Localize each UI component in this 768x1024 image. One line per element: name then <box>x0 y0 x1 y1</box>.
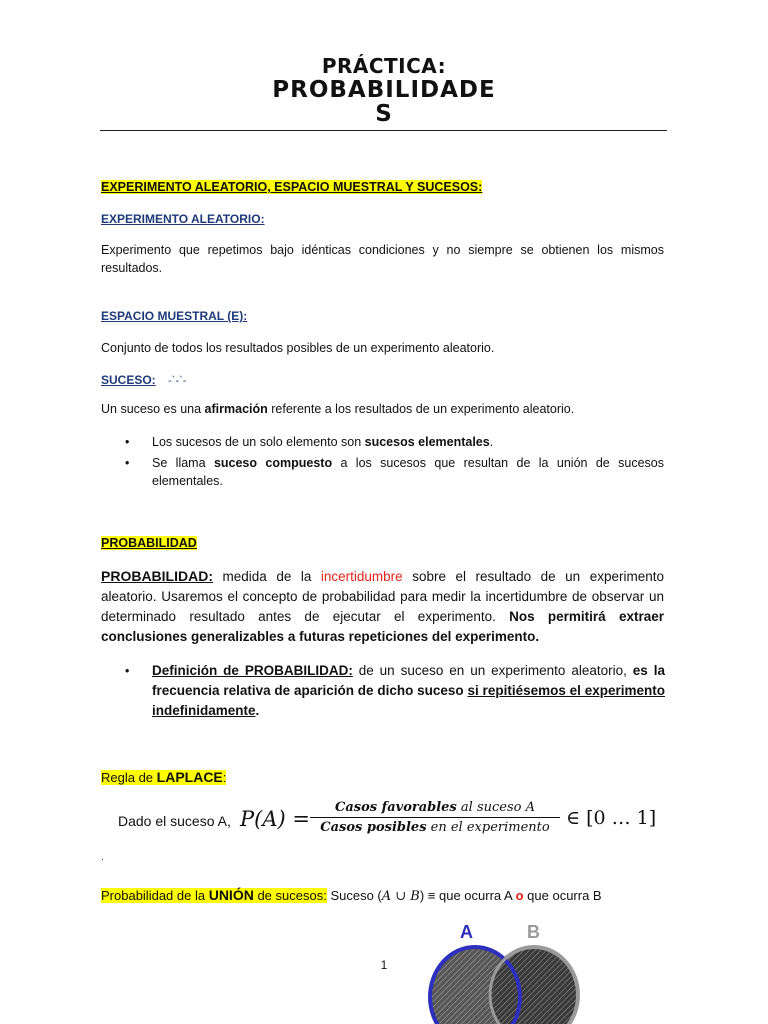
union-text-1: Suceso ( <box>326 888 382 903</box>
list-item <box>125 454 664 490</box>
definition-text-3: . <box>255 703 260 718</box>
paragraph-experimento: Experimento que repetimos bajo idénticas condiciones y no siempre se obtienen los mismos resultados. <box>101 243 664 275</box>
denominator-italic: en el experimento <box>426 820 550 835</box>
paragraph-espacio-muestral: Conjunto de todos los resultados posibles de un experimento aleatorio. <box>101 341 495 355</box>
subheading-experimento: EXPERIMENTO ALEATORIO: <box>101 212 265 226</box>
denominator-bold: Casos posibles <box>320 820 427 835</box>
definition-text-1: de un suceso en un experimento aleatorio, <box>352 663 633 678</box>
bullet-text-a: Se llama <box>152 456 214 470</box>
doc-title-line2 <box>0 78 768 126</box>
union-text-2: ) ≡ que ocurra A <box>419 888 516 903</box>
prob-text-red: incertidumbre <box>320 569 403 584</box>
list-item-definition <box>125 661 665 721</box>
doc-title-main: PROBABILIDADE <box>272 77 496 103</box>
definition-text <box>152 661 665 721</box>
prob-text-2: sobre el resultado de un experimento aleatorio. Usaremos el concepto de probabilidad para medir la incertidumbre de observar un determinado resultado antes de ejecutar el experimento. <box>101 569 664 624</box>
laplace-lhs: P(A) = <box>240 807 310 831</box>
laplace-label-c: : <box>222 770 227 785</box>
laplace-label-b: LAPLACE <box>156 769 223 785</box>
numerator-italic: al suceso A <box>456 800 535 815</box>
bullet-text-bold: suceso compuesto <box>213 456 333 470</box>
laplace-lead: Dado el suceso A, <box>118 813 231 829</box>
union-label-b: UNIÓN <box>208 887 254 903</box>
venn-label-b: B <box>527 922 540 942</box>
union-label <box>101 888 327 903</box>
list-item <box>125 433 664 451</box>
suceso-heading-row <box>101 371 186 389</box>
union-row <box>101 887 602 904</box>
laplace-label-a: Regla de <box>101 770 157 785</box>
page-number: 1 <box>380 958 388 972</box>
laplace-heading-highlight <box>101 770 226 785</box>
laplace-fraction <box>310 800 560 835</box>
prob-term: PROBABILIDAD: <box>101 568 213 584</box>
definition-bold-1: es la frecuencia relativa de aparición de dicho suceso <box>152 663 665 698</box>
union-label-a: Probabilidad de la <box>101 888 209 903</box>
bullet-text-a: Los sucesos de un solo elemento son <box>152 435 365 449</box>
laplace-heading <box>101 769 226 785</box>
bullet-icon: • <box>125 456 130 470</box>
prob-text-bold: Nos permitirá extraer conclusiones generalizables a futuras repeticiones del experimento. <box>101 609 665 644</box>
laplace-numerator <box>310 800 560 818</box>
suceso-text-c: referente a los resultados de un experimento aleatorio. <box>267 402 575 416</box>
union-label-c: de sucesos: <box>253 888 327 903</box>
bullet-icon: • <box>125 664 130 678</box>
list-item-text <box>152 433 664 451</box>
venn-label-a: A <box>460 922 473 942</box>
subheading-espacio-muestral: ESPACIO MUESTRAL (E): <box>101 309 248 323</box>
laplace-rhs: ∈ [0 … 1] <box>566 807 657 829</box>
definition-term: Definición de PROBABILIDAD: <box>152 663 353 678</box>
laplace-denominator <box>310 818 560 835</box>
bullet-text-c: . <box>489 435 494 449</box>
title-rule <box>100 130 667 131</box>
bullet-text-c: a los sucesos que resultan de la unión de sucesos elementales. <box>152 456 664 488</box>
numerator-bold: Casos favorables <box>335 800 457 815</box>
section-heading-probabilidad <box>101 536 197 550</box>
paragraph-probabilidad <box>101 566 664 647</box>
laplace-dot: . <box>101 852 104 863</box>
prob-text-1: medida de la <box>213 569 321 584</box>
subheading-suceso: SUCESO: <box>101 373 156 387</box>
definition-bold-2: si repitiésemos el experimento indefinidamente <box>152 683 665 718</box>
union-expression: A ∪ B <box>381 889 420 904</box>
doc-title-line1: PRÁCTICA: <box>321 54 447 78</box>
suceso-text-a: Un suceso es una <box>101 402 205 416</box>
bullet-text-bold: sucesos elementales <box>364 435 490 449</box>
list-item-text <box>152 454 664 490</box>
suceso-text-bold: afirmación <box>204 402 268 416</box>
paragraph-suceso <box>101 400 664 418</box>
doc-title-wrap: S <box>375 101 393 127</box>
laplace-formula <box>118 800 658 844</box>
union-or: o <box>515 888 524 903</box>
suceso-mark: -`-`- <box>168 375 187 387</box>
section-heading-text: EXPERIMENTO ALEATORIO, ESPACIO MUESTRAL Y SUCESOS: <box>101 180 483 194</box>
section-heading-text: PROBABILIDAD <box>101 536 197 550</box>
section-heading-experiment <box>101 180 482 194</box>
union-text-3: que ocurra B <box>523 888 602 903</box>
bullet-icon: • <box>125 435 130 449</box>
